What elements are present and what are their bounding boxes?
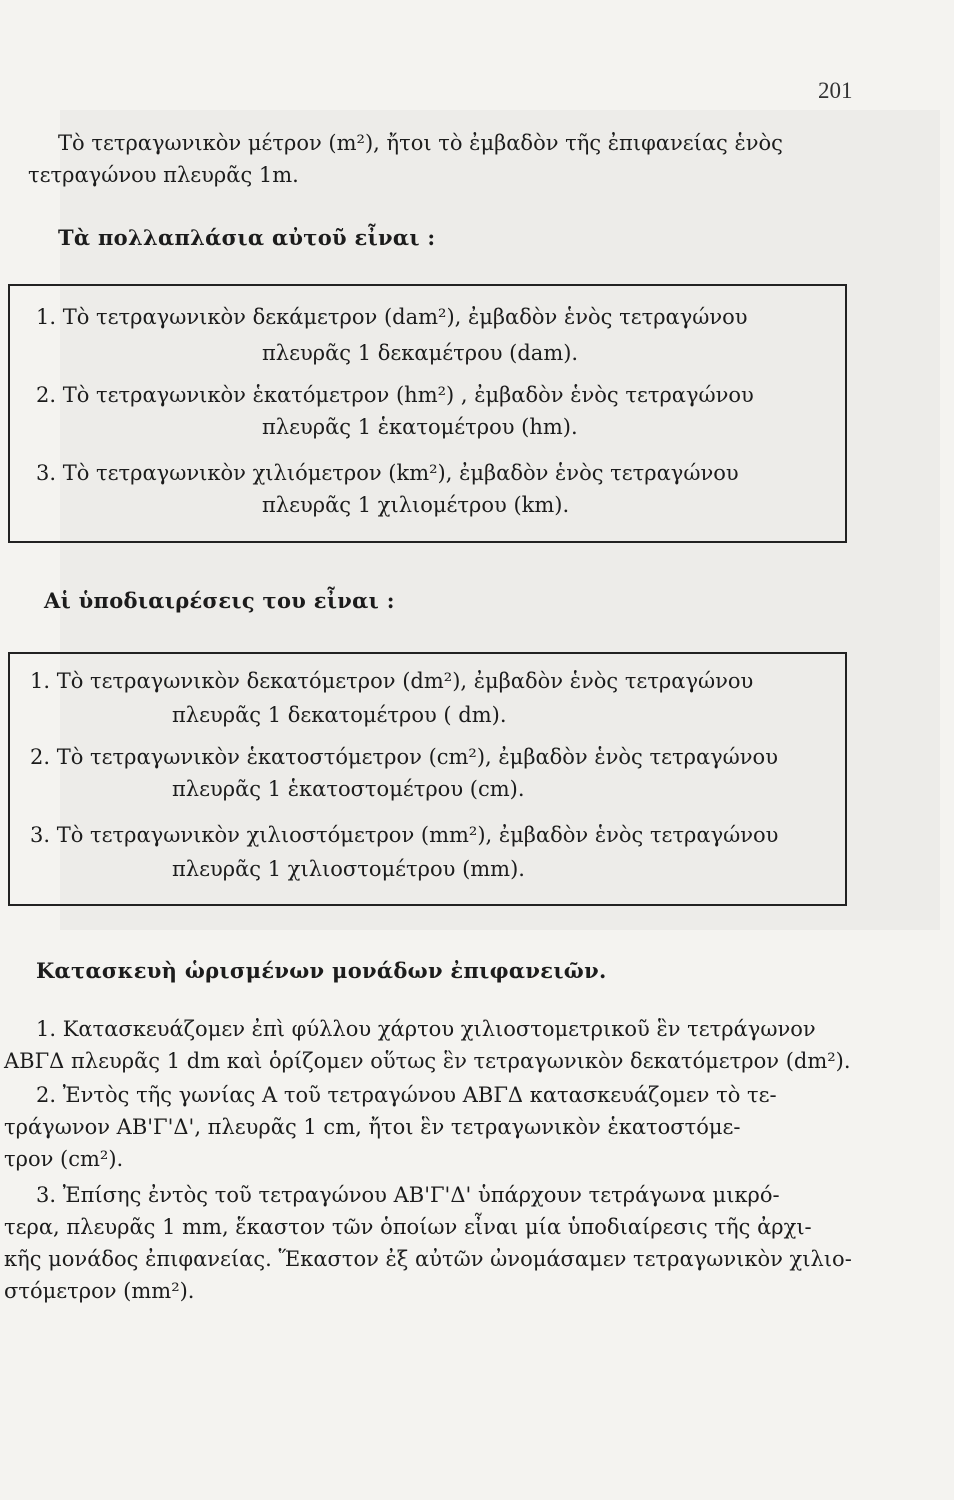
intro-line-1: Τὸ τετραγωνικὸν μέτρον (m²), ἤτοι τὸ ἐμβαδὸν τῆς ἐπιφανείας ἑνὸς: [58, 131, 783, 155]
multiples-item-1-line-2: πλευρᾶς 1 δεκαμέτρου (dam).: [262, 341, 579, 365]
construction-p3-line-3: κῆς μονάδος ἐπιφανείας. Ἕκαστον ἐξ αὐτῶν ὠνομάσαμεν τετραγωνικὸν χιλιο-: [4, 1247, 852, 1271]
submultiples-item-1-line-1: 1. Τὸ τετραγωνικὸν δεκατόμετρον (dm²), ἐμβαδὸν ἑνὸς τετραγώνου: [30, 669, 754, 693]
construction-p3-line-2: τερα, πλευρᾶς 1 mm, ἕκαστον τῶν ὁποίων εἶναι μία ὑποδιαίρεσις τῆς ἀρχι-: [4, 1215, 812, 1239]
submultiples-item-2-line-1: 2. Τὸ τετραγωνικὸν ἑκατοστόμετρον (cm²), ἐμβαδὸν ἑνὸς τετραγώνου: [30, 745, 778, 769]
submultiples-item-2-line-2: πλευρᾶς 1 ἑκατοστομέτρου (cm).: [172, 777, 525, 801]
submultiples-heading: Αἱ ὑποδιαιρέσεις του εἶναι :: [44, 588, 395, 613]
construction-p1-line-1: 1. Κατασκευάζομεν ἐπὶ φύλλου χάρτου χιλιοστομετρικοῦ ἓν τετράγωνον: [36, 1017, 816, 1041]
construction-p1-line-2: ΑΒΓΔ πλευρᾶς 1 dm καὶ ὁρίζομεν οὕτως ἓν τετραγωνικὸν δεκατόμετρον (dm²).: [4, 1049, 851, 1073]
multiples-item-3-line-2: πλευρᾶς 1 χιλιομέτρου (km).: [262, 493, 570, 517]
construction-p3-line-1: 3. Ἐπίσης ἐντὸς τοῦ τετραγώνου ΑΒ'Γ'Δ' ὑπάρχουν τετράγωνα μικρό-: [36, 1183, 780, 1207]
submultiples-item-1-line-2: πλευρᾶς 1 δεκατομέτρου ( dm).: [172, 703, 507, 727]
multiples-heading: Τὰ πολλαπλάσια αὐτοῦ εἶναι :: [58, 225, 436, 250]
construction-p2-line-1: 2. Ἐντὸς τῆς γωνίας Α τοῦ τετραγώνου ΑΒΓΔ κατασκευάζομεν τὸ τε-: [36, 1083, 777, 1107]
multiples-item-2-line-1: 2. Τὸ τετραγωνικὸν ἑκατόμετρον (hm²) , ἐμβαδὸν ἑνὸς τετραγώνου: [36, 383, 754, 407]
construction-p2-line-2: τράγωνον ΑΒ'Γ'Δ', πλευρᾶς 1 cm, ἤτοι ἓν τετραγωνικὸν ἑκατοστόμε-: [4, 1115, 741, 1139]
multiples-item-2-line-2: πλευρᾶς 1 ἑκατομέτρου (hm).: [262, 415, 578, 439]
submultiples-item-3-line-2: πλευρᾶς 1 χιλιοστομέτρου (mm).: [172, 857, 525, 881]
multiples-item-3-line-1: 3. Τὸ τετραγωνικὸν χιλιόμετρον (km²), ἐμβαδὸν ἑνὸς τετραγώνου: [36, 461, 739, 485]
multiples-item-1-line-1: 1. Τὸ τετραγωνικὸν δεκάμετρον (dam²), ἐμβαδὸν ἑνὸς τετραγώνου: [36, 305, 748, 329]
construction-p2-line-3: τρον (cm²).: [4, 1147, 124, 1171]
submultiples-item-3-line-1: 3. Τὸ τετραγωνικὸν χιλιοστόμετρον (mm²), ἐμβαδὸν ἑνὸς τετραγώνου: [30, 823, 779, 847]
construction-p3-line-4: στόμετρον (mm²).: [4, 1279, 195, 1303]
construction-heading: Κατασκευὴ ὡρισμένων μονάδων ἐπιφανειῶν.: [36, 958, 607, 983]
page-number: 201: [818, 78, 853, 103]
intro-line-2: τετραγώνου πλευρᾶς 1m.: [28, 163, 299, 187]
